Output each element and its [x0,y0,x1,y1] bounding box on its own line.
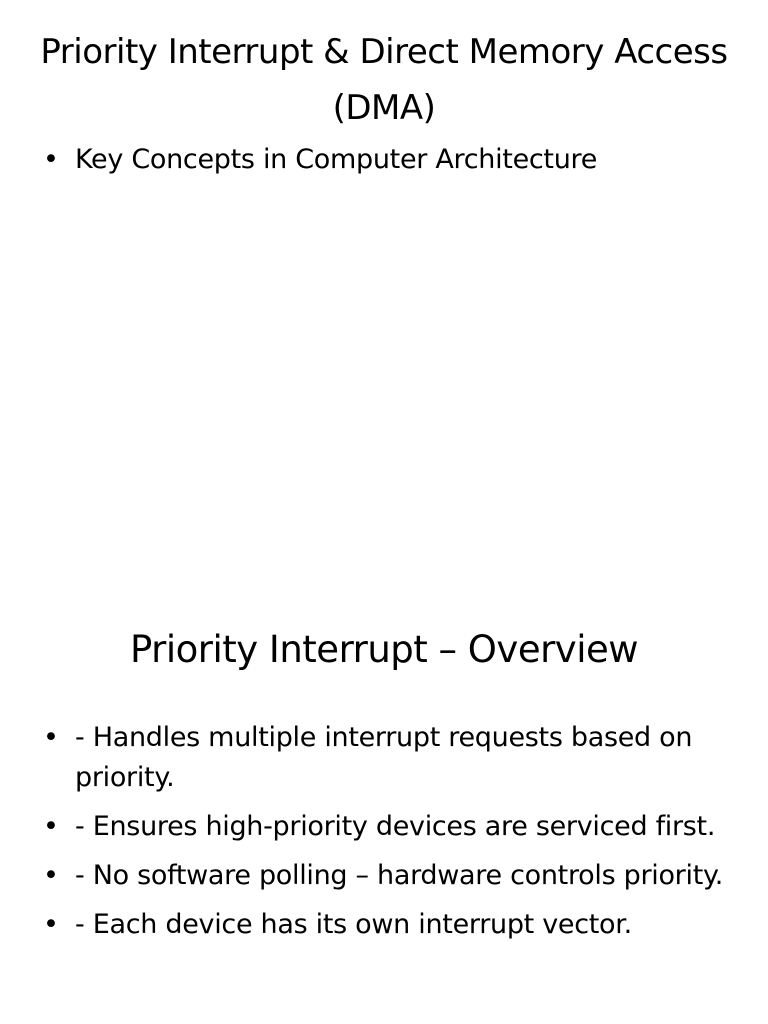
slide-2 [0,576,768,1024]
bullet-item [40,718,730,798]
bullet-item [40,905,730,945]
slide-title: Priority Interrupt & Direct Memory Access (DMA) [40,32,728,128]
bullet-list [40,138,730,191]
bullet-text: - Each device has its own interrupt vector. [75,909,632,940]
slide-title: Priority Interrupt – Overview [129,628,639,671]
bullet-dot-icon: • [43,811,59,842]
bullet-dot-icon: • [43,144,59,175]
bullet-text: - No software polling – hardware controls priority. [75,860,724,891]
bullet-dot-icon: • [43,860,59,891]
bullet-text: - Handles multiple interrupt requests based on priority. [75,722,693,793]
bullet-item [40,138,730,182]
bullet-text: - Ensures high-priority devices are serviced first. [75,811,716,842]
bullet-item [40,807,730,847]
bullet-item [40,856,730,896]
bullet-list [40,718,730,954]
bullet-text: Key Concepts in Computer Architecture [75,144,598,175]
bullet-dot-icon: • [43,909,59,940]
bullet-dot-icon: • [43,722,59,753]
